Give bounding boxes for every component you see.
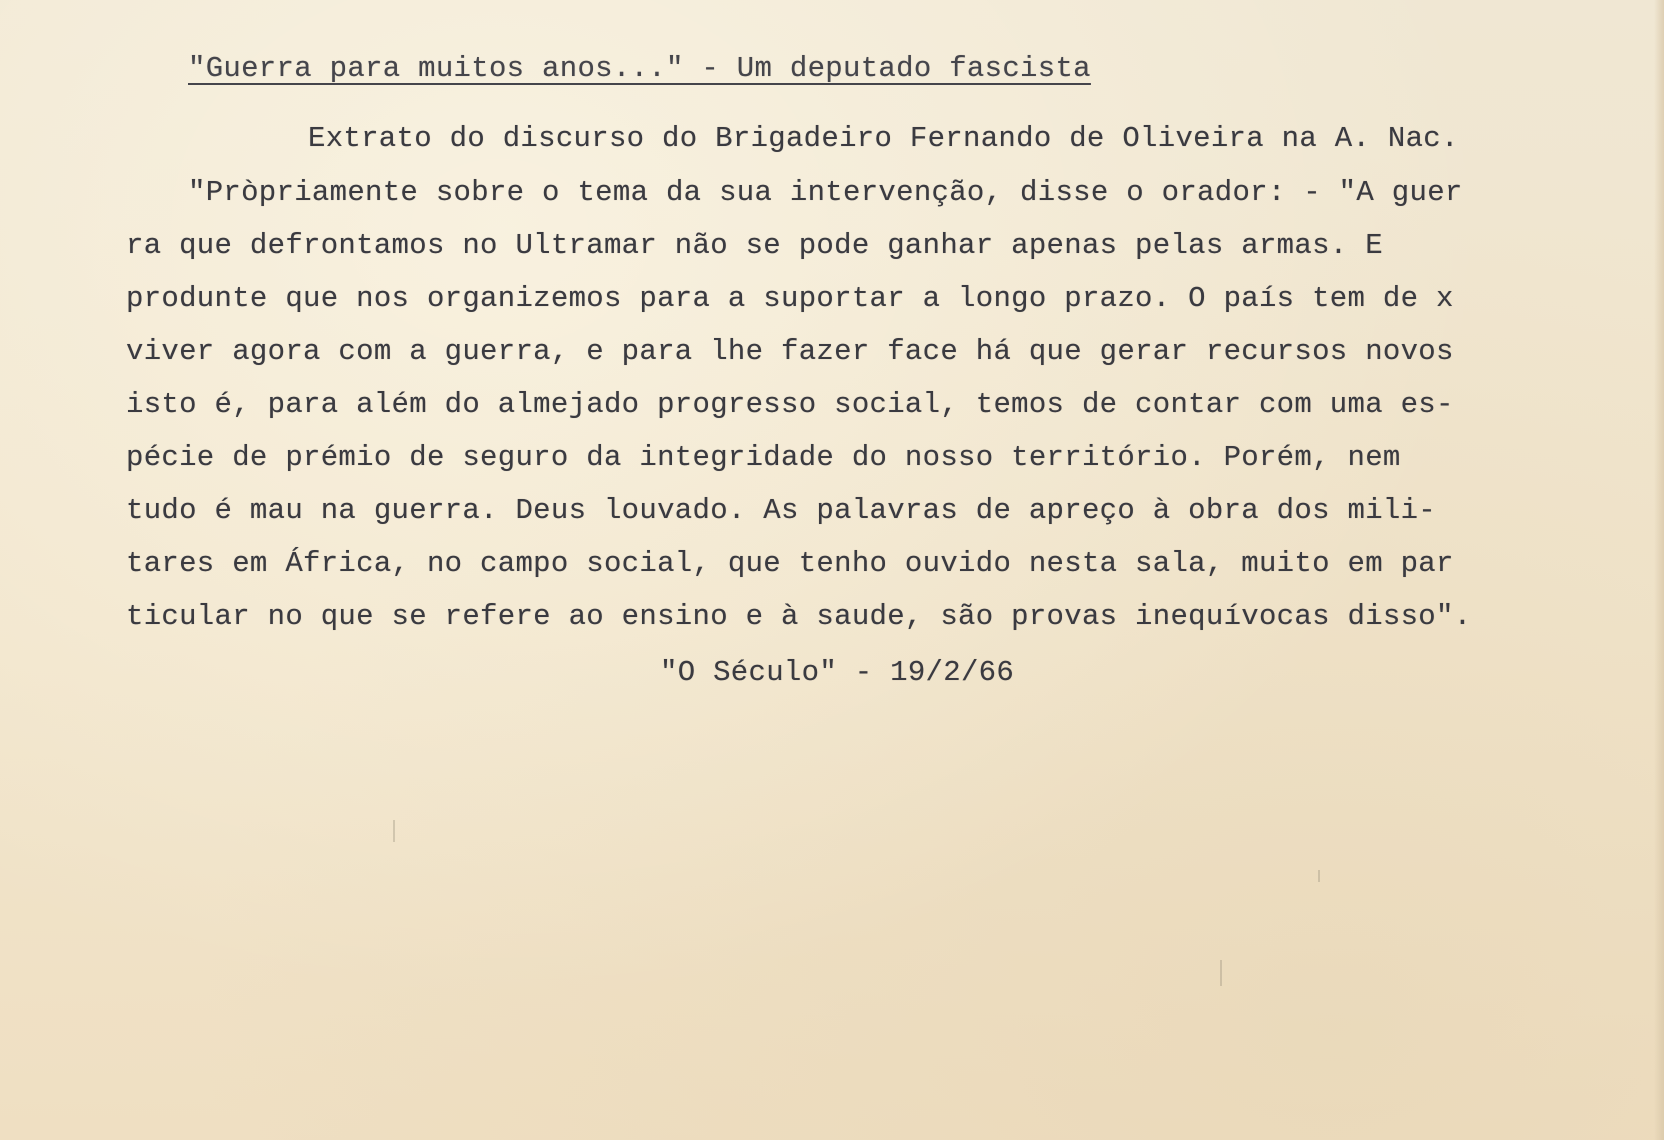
paper-mark (1318, 870, 1320, 882)
text-line: ticular no que se refere ao ensino e à saude, são provas inequívocas disso". (126, 600, 1472, 633)
paper-edge (1654, 0, 1664, 1140)
paper-mark (393, 820, 395, 842)
text-line: tudo é mau na guerra. Deus louvado. As palavras de apreço à obra dos mili- (126, 494, 1437, 527)
text-line: pécie de prémio de seguro da integridade do nosso território. Porém, nem (126, 441, 1401, 474)
text-line: viver agora com a guerra, e para lhe fazer face há que gerar recursos novos (126, 335, 1454, 368)
paper-mark (1220, 960, 1222, 986)
text-line: "Pròpriamente sobre o tema da sua intervenção, disse o orador: - "A guer (188, 176, 1463, 209)
text-line: isto é, para além do almejado progresso social, temos de contar com uma es- (126, 388, 1454, 421)
source-citation: "O Século" - 19/2/66 (660, 656, 1015, 689)
document-heading: "Guerra para muitos anos..." - Um deputado fascista (188, 52, 1091, 85)
text-line: ra que defrontamos no Ultramar não se pode ganhar apenas pelas armas. E (126, 229, 1383, 262)
text-line: produnte que nos organizemos para a suportar a longo prazo. O país tem de x (126, 282, 1454, 315)
intro-line: Extrato do discurso do Brigadeiro Fernando de Oliveira na A. Nac. (308, 122, 1459, 155)
text-line: tares em África, no campo social, que tenho ouvido nesta sala, muito em par (126, 547, 1454, 580)
